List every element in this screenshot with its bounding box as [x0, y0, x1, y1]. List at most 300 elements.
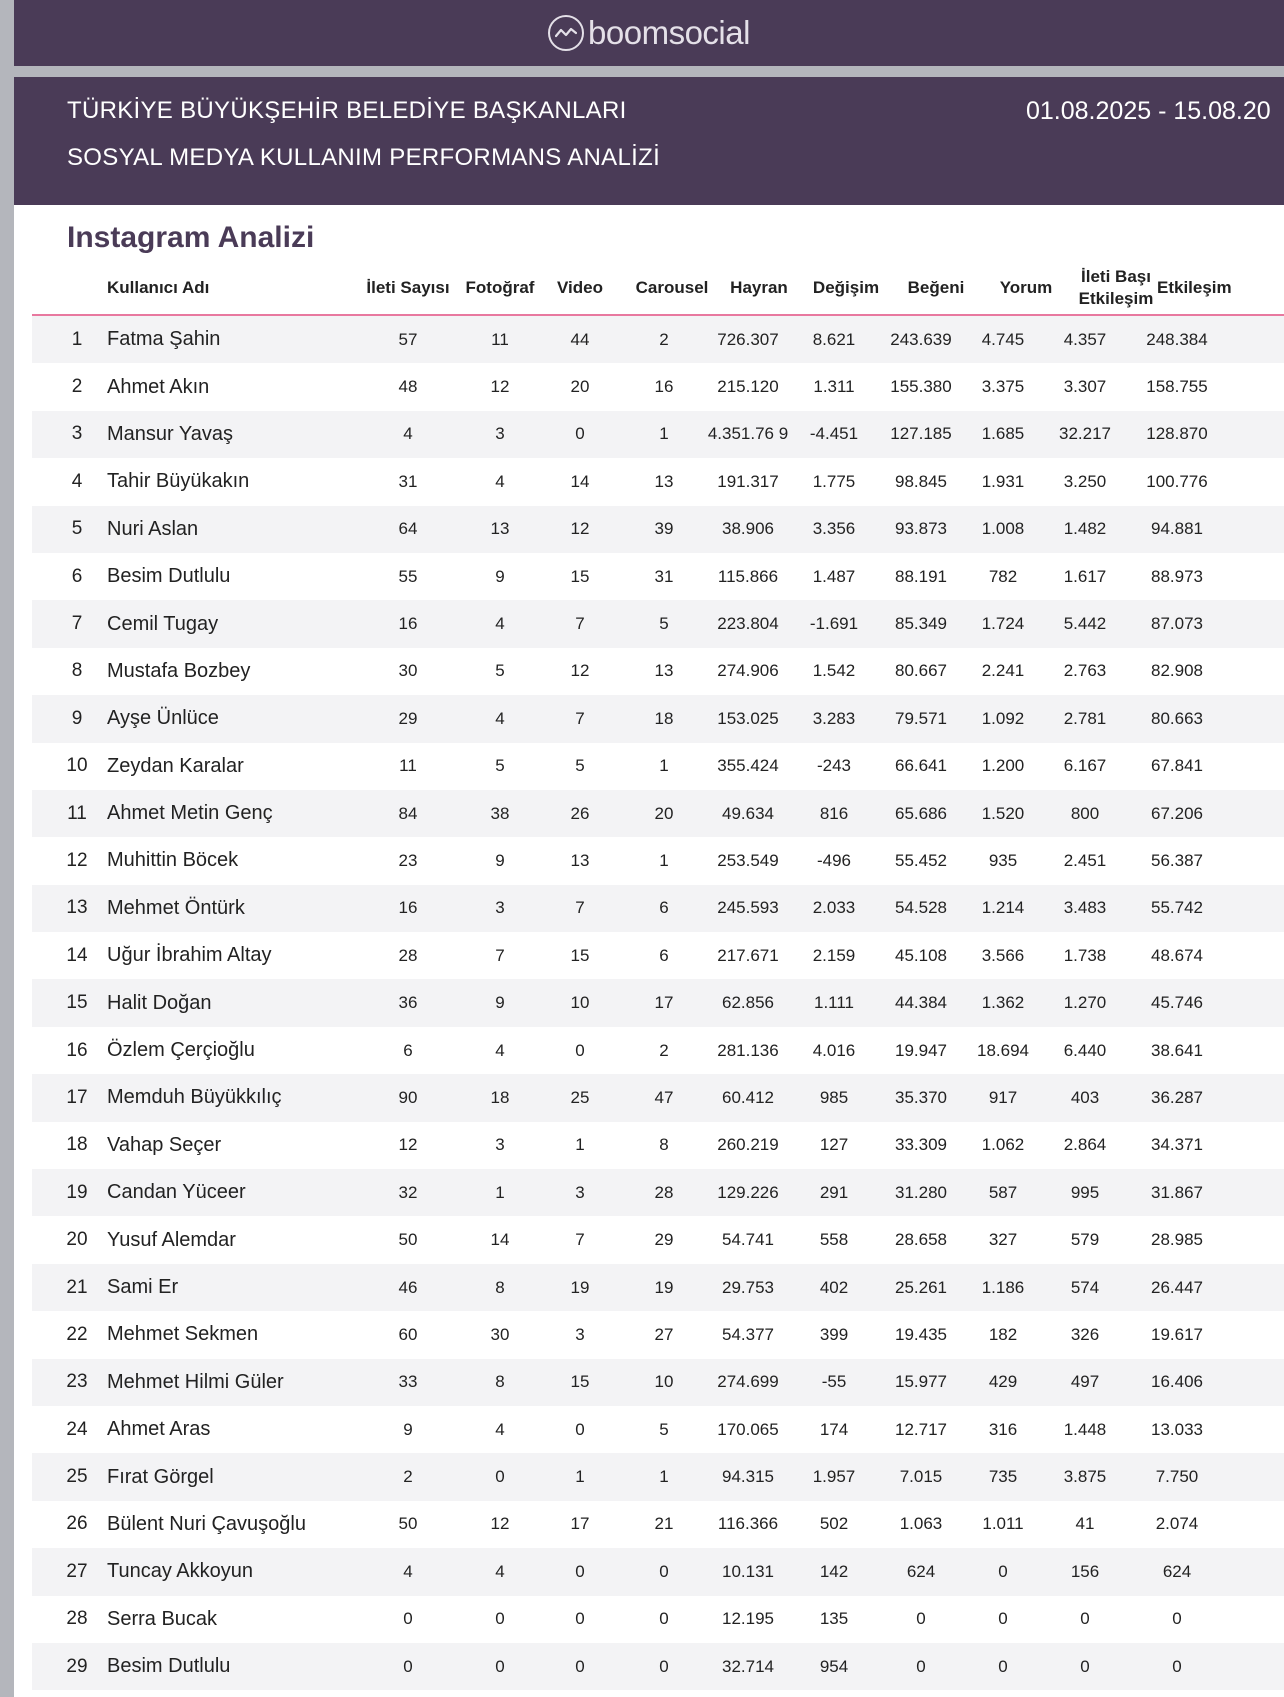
- likes-cell: 12.717: [895, 1419, 947, 1439]
- change-cell: 3.283: [812, 708, 856, 728]
- change-cell: 142: [819, 1561, 849, 1581]
- engagement-cell: 31.867: [1151, 1182, 1203, 1202]
- per-post-engagement-cell: 156: [1070, 1561, 1100, 1581]
- video-cell: 15: [570, 566, 590, 586]
- engagement-cell: 26.447: [1151, 1277, 1203, 1297]
- posts-cell: 48: [398, 377, 418, 397]
- per-post-engagement-cell: 326: [1070, 1324, 1100, 1344]
- col-likes: Beğeni: [907, 278, 965, 297]
- fans-cell: 245.593: [717, 898, 779, 918]
- change-cell: 985: [819, 1087, 849, 1107]
- rank-cell: 6: [71, 565, 83, 587]
- per-post-engagement-cell: 0: [1080, 1609, 1090, 1629]
- change-cell: 816: [819, 803, 849, 823]
- rank-cell: 18: [66, 1134, 88, 1156]
- rank-cell: 20: [66, 1229, 88, 1251]
- fans-cell: 29.753: [722, 1277, 774, 1297]
- report-title-line2: SOSYAL MEDYA KULLANIM PERFORMANS ANALİZİ: [67, 144, 661, 171]
- change-cell: 8.621: [812, 329, 856, 349]
- engagement-cell: 7.750: [1155, 1467, 1199, 1487]
- comments-cell: 1.062: [981, 1135, 1025, 1155]
- rank-cell: 21: [66, 1276, 88, 1298]
- likes-cell: 127.185: [890, 424, 952, 444]
- engagement-cell: 67.841: [1151, 756, 1203, 776]
- engagement-cell: 2.074: [1155, 1514, 1199, 1534]
- user-name-cell: Tuncay Akkoyun: [107, 1560, 254, 1583]
- photo-cell: 5: [495, 756, 505, 776]
- table-row: [32, 743, 1284, 790]
- user-name-cell: Sami Er: [107, 1276, 179, 1298]
- change-cell: 1.487: [812, 566, 856, 586]
- change-cell: 558: [819, 1230, 849, 1250]
- fans-cell: 129.226: [717, 1182, 779, 1202]
- video-cell: 19: [570, 1277, 590, 1297]
- posts-cell: 64: [398, 519, 418, 539]
- col-change: Değişim: [812, 278, 880, 297]
- comments-cell: 1.520: [981, 803, 1025, 823]
- change-cell: 2.033: [812, 898, 856, 918]
- col-comments: Yorum: [999, 278, 1053, 297]
- rank-cell: 17: [66, 1086, 88, 1108]
- engagement-cell: 67.206: [1151, 803, 1203, 823]
- video-cell: 3: [575, 1324, 585, 1344]
- video-cell: 12: [570, 519, 590, 539]
- user-name-cell: Zeydan Karalar: [107, 754, 244, 777]
- likes-cell: 93.873: [895, 519, 947, 539]
- photo-cell: 0: [495, 1656, 505, 1676]
- rank-cell: 13: [66, 897, 88, 919]
- user-name-cell: Mehmet Sekmen: [107, 1323, 259, 1346]
- photo-cell: 4: [495, 708, 505, 728]
- table-row: [32, 1453, 1284, 1500]
- table-row: [32, 1406, 1284, 1453]
- change-cell: 3.356: [812, 519, 856, 539]
- rank-cell: 1: [71, 328, 83, 350]
- report-header: [14, 77, 1284, 205]
- fans-cell: 62.856: [722, 993, 774, 1013]
- rank-cell: 27: [66, 1560, 88, 1582]
- carousel-cell: 8: [659, 1135, 669, 1155]
- table-row: [32, 1027, 1284, 1074]
- comments-cell: 1.092: [981, 708, 1025, 728]
- posts-cell: 4: [403, 1561, 413, 1581]
- table-row: [32, 411, 1284, 458]
- photo-cell: 9: [495, 993, 505, 1013]
- photo-cell: 0: [495, 1609, 505, 1629]
- photo-cell: 8: [495, 1372, 505, 1392]
- posts-cell: 32: [398, 1182, 418, 1202]
- fans-cell: 12.195: [722, 1609, 774, 1629]
- col-photo: Fotoğraf: [465, 278, 535, 297]
- table-row: [32, 695, 1284, 742]
- table-row: [32, 1311, 1284, 1358]
- photo-cell: 30: [490, 1324, 510, 1344]
- video-cell: 25: [570, 1087, 590, 1107]
- rank-cell: 3: [71, 423, 83, 445]
- table-row: [32, 506, 1284, 553]
- user-name-cell: Yusuf Alemdar: [107, 1228, 236, 1251]
- photo-cell: 4: [495, 614, 505, 634]
- per-post-engagement-cell: 1.617: [1063, 566, 1107, 586]
- user-name-cell: Fatma Şahin: [107, 328, 221, 351]
- per-post-engagement-cell: 1.270: [1063, 993, 1107, 1013]
- comments-cell: 2.241: [981, 661, 1025, 681]
- comments-cell: 782: [988, 566, 1018, 586]
- comments-cell: 316: [988, 1419, 1018, 1439]
- likes-cell: 19.435: [895, 1324, 947, 1344]
- col-per-post-line2: Etkileşim: [1078, 289, 1154, 308]
- table-row: [32, 363, 1284, 410]
- logo-text: boomsocial: [588, 14, 750, 51]
- table-row: [32, 553, 1284, 600]
- engagement-cell: 48.674: [1151, 945, 1203, 965]
- likes-cell: 624: [906, 1561, 936, 1581]
- change-cell: 502: [819, 1514, 849, 1534]
- table-row: [32, 1359, 1284, 1406]
- comments-cell: 935: [988, 850, 1018, 870]
- fans-cell: 726.307: [717, 329, 779, 349]
- carousel-cell: 6: [659, 898, 669, 918]
- photo-cell: 4: [495, 1561, 505, 1581]
- per-post-engagement-cell: 800: [1070, 803, 1100, 823]
- posts-cell: 16: [398, 898, 418, 918]
- engagement-cell: 16.406: [1151, 1372, 1203, 1392]
- likes-cell: 55.452: [895, 850, 947, 870]
- likes-cell: 25.261: [895, 1277, 947, 1297]
- rank-cell: 25: [66, 1466, 88, 1488]
- boomsocial-logo: [548, 14, 750, 52]
- engagement-cell: 87.073: [1151, 614, 1203, 634]
- user-name-cell: Memduh Büyükkılıç: [107, 1086, 282, 1109]
- photo-cell: 38: [490, 803, 510, 823]
- video-cell: 14: [570, 471, 590, 491]
- posts-cell: 57: [398, 329, 418, 349]
- video-cell: 26: [570, 803, 590, 823]
- carousel-cell: 47: [654, 1087, 674, 1107]
- posts-cell: 23: [398, 850, 418, 870]
- rank-cell: 11: [67, 802, 87, 824]
- user-name-cell: Besim Dutlulu: [107, 565, 231, 588]
- likes-cell: 155.380: [890, 377, 952, 397]
- col-per-post-line1: İleti Başı: [1081, 267, 1151, 286]
- engagement-cell: 158.755: [1146, 377, 1208, 397]
- video-cell: 0: [575, 1609, 585, 1629]
- per-post-engagement-cell: 2.864: [1063, 1135, 1107, 1155]
- comments-cell: 0: [998, 1656, 1008, 1676]
- comments-cell: 3.566: [981, 945, 1025, 965]
- carousel-cell: 0: [659, 1609, 669, 1629]
- change-cell: 1.775: [812, 471, 856, 491]
- photo-cell: 12: [490, 1514, 510, 1534]
- rank-cell: 8: [71, 660, 83, 682]
- section-title: Instagram Analizi: [67, 221, 315, 254]
- fans-cell: 54.377: [722, 1324, 774, 1344]
- comments-cell: 1.931: [981, 471, 1025, 491]
- comments-cell: 587: [988, 1182, 1018, 1202]
- user-name-cell: Vahap Seçer: [107, 1133, 222, 1156]
- engagement-cell: 88.973: [1151, 566, 1203, 586]
- change-cell: 399: [819, 1324, 849, 1344]
- engagement-cell: 100.776: [1146, 471, 1208, 491]
- video-cell: 17: [570, 1514, 590, 1534]
- comments-cell: 1.200: [981, 756, 1025, 776]
- photo-cell: 12: [490, 377, 510, 397]
- photo-cell: 1: [495, 1182, 505, 1202]
- user-name-cell: Ayşe Ünlüce: [107, 707, 219, 730]
- fans-cell: 191.317: [717, 471, 779, 491]
- engagement-cell: 28.985: [1151, 1230, 1203, 1250]
- posts-cell: 0: [403, 1656, 413, 1676]
- carousel-cell: 2: [659, 1040, 669, 1060]
- fans-cell: 38.906: [722, 519, 774, 539]
- posts-cell: 2: [403, 1467, 413, 1487]
- likes-cell: 79.571: [895, 708, 947, 728]
- change-cell: 1.542: [812, 661, 856, 681]
- carousel-cell: 39: [654, 519, 674, 539]
- likes-cell: 243.639: [890, 329, 952, 349]
- change-cell: 402: [819, 1277, 849, 1297]
- posts-cell: 12: [398, 1135, 418, 1155]
- fans-cell: 115.866: [717, 566, 779, 586]
- comments-cell: 1.724: [981, 614, 1025, 634]
- change-cell: 1.311: [813, 377, 855, 397]
- carousel-cell: 21: [654, 1514, 674, 1534]
- change-cell: 1.957: [812, 1467, 856, 1487]
- change-cell: 174: [819, 1419, 849, 1439]
- user-name-cell: Mehmet Hilmi Güler: [107, 1370, 284, 1393]
- video-cell: 7: [575, 708, 585, 728]
- table-row: [32, 458, 1284, 505]
- video-cell: 0: [575, 1656, 585, 1676]
- photo-cell: 9: [495, 850, 505, 870]
- posts-cell: 16: [398, 614, 418, 634]
- video-cell: 15: [570, 945, 590, 965]
- photo-cell: 5: [495, 661, 505, 681]
- user-name-cell: Cemil Tugay: [107, 612, 219, 635]
- video-cell: 7: [575, 614, 585, 634]
- user-name-cell: Ahmet Akın: [107, 375, 210, 398]
- video-cell: 0: [575, 1561, 585, 1581]
- carousel-cell: 1: [659, 850, 669, 870]
- per-post-engagement-cell: 2.781: [1063, 708, 1107, 728]
- change-cell: 954: [819, 1656, 849, 1676]
- rank-cell: 23: [66, 1371, 88, 1393]
- rank-cell: 28: [66, 1608, 88, 1630]
- table-row: [32, 1169, 1284, 1216]
- rank-cell: 7: [71, 613, 83, 635]
- rank-cell: 16: [66, 1039, 88, 1061]
- user-name-cell: Serra Bucak: [107, 1607, 218, 1630]
- fans-cell: 217.671: [717, 945, 779, 965]
- carousel-cell: 13: [654, 661, 674, 681]
- carousel-cell: 29: [654, 1230, 674, 1250]
- user-name-cell: Mansur Yavaş: [107, 422, 233, 445]
- user-name-cell: Mustafa Bozbey: [107, 659, 251, 682]
- rank-cell: 4: [71, 470, 83, 492]
- user-name-cell: Özlem Çerçioğlu: [107, 1039, 255, 1062]
- video-cell: 12: [570, 661, 590, 681]
- table-header: [32, 262, 1284, 316]
- trend-line-icon: [548, 15, 584, 51]
- col-user: Kullanıcı Adı: [107, 278, 210, 297]
- engagement-cell: 82.908: [1151, 661, 1203, 681]
- likes-cell: 1.063: [899, 1514, 943, 1534]
- change-cell: -1.691: [809, 614, 859, 634]
- likes-cell: 19.947: [895, 1040, 947, 1060]
- comments-cell: 1.362: [981, 993, 1025, 1013]
- col-carousel: Carousel: [635, 278, 709, 297]
- comments-cell: 18.694: [977, 1040, 1029, 1060]
- engagement-cell: 0: [1172, 1656, 1182, 1676]
- carousel-cell: 19: [654, 1277, 674, 1297]
- table-row: [32, 1501, 1284, 1548]
- rank-cell: 12: [66, 849, 88, 871]
- posts-cell: 90: [398, 1087, 418, 1107]
- comments-cell: 1.685: [981, 424, 1025, 444]
- likes-cell: 35.370: [895, 1087, 947, 1107]
- posts-cell: 11: [399, 756, 417, 776]
- change-cell: 135: [819, 1609, 849, 1629]
- report-title-line1: TÜRKİYE BÜYÜKŞEHİR BELEDİYE BAŞKANLARI: [67, 97, 627, 124]
- carousel-cell: 5: [659, 1419, 669, 1439]
- likes-cell: 54.528: [895, 898, 947, 918]
- likes-cell: 85.349: [895, 614, 947, 634]
- per-post-engagement-cell: 995: [1070, 1182, 1100, 1202]
- comments-cell: 1.008: [981, 519, 1025, 539]
- top-brand-bar: [14, 0, 1284, 66]
- user-name-cell: Besim Dutlulu: [107, 1655, 231, 1678]
- video-cell: 0: [575, 424, 585, 444]
- col-posts: İleti Sayısı: [366, 278, 450, 297]
- per-post-engagement-cell: 1.738: [1063, 945, 1107, 965]
- user-name-cell: Muhittin Böcek: [107, 849, 239, 872]
- engagement-cell: 19.617: [1151, 1324, 1203, 1344]
- photo-cell: 14: [490, 1230, 510, 1250]
- fans-cell: 223.804: [717, 614, 779, 634]
- posts-cell: 0: [403, 1609, 413, 1629]
- change-cell: -496: [816, 850, 852, 870]
- per-post-engagement-cell: 579: [1070, 1230, 1100, 1250]
- table-row: [32, 1548, 1284, 1595]
- table-row: [32, 1216, 1284, 1263]
- carousel-cell: 17: [654, 993, 674, 1013]
- rank-cell: 15: [66, 992, 88, 1014]
- posts-cell: 28: [398, 945, 418, 965]
- per-post-engagement-cell: 403: [1070, 1087, 1100, 1107]
- photo-cell: 13: [490, 519, 510, 539]
- posts-cell: 29: [398, 708, 418, 728]
- rank-cell: 10: [66, 755, 88, 777]
- engagement-cell: 128.870: [1146, 424, 1208, 444]
- fans-cell: 54.741: [722, 1230, 774, 1250]
- rank-cell: 5: [71, 518, 83, 540]
- carousel-cell: 20: [654, 803, 674, 823]
- per-post-engagement-cell: 497: [1070, 1372, 1100, 1392]
- comments-cell: 4.745: [981, 329, 1025, 349]
- likes-cell: 98.845: [895, 471, 947, 491]
- carousel-cell: 28: [654, 1182, 674, 1202]
- fans-cell: 94.315: [722, 1467, 774, 1487]
- likes-cell: 80.667: [895, 661, 947, 681]
- fans-cell: 4.351.76 9: [707, 424, 789, 444]
- fans-cell: 215.120: [717, 377, 779, 397]
- photo-cell: 4: [495, 1419, 505, 1439]
- col-engagement: Etkileşim: [1157, 278, 1232, 297]
- comments-cell: 0: [998, 1561, 1008, 1581]
- rank-cell: 2: [71, 376, 83, 398]
- per-post-engagement-cell: 4.357: [1063, 329, 1107, 349]
- fans-cell: 274.699: [717, 1372, 779, 1392]
- photo-cell: 9: [495, 566, 505, 586]
- table-row: [32, 648, 1284, 695]
- comments-cell: 917: [988, 1087, 1018, 1107]
- user-name-cell: Fırat Görgel: [107, 1465, 214, 1488]
- comments-cell: 429: [988, 1372, 1018, 1392]
- posts-cell: 50: [398, 1230, 418, 1250]
- posts-cell: 84: [398, 803, 418, 823]
- posts-cell: 30: [398, 661, 418, 681]
- photo-cell: 4: [495, 1040, 505, 1060]
- change-cell: 4.016: [812, 1040, 856, 1060]
- fans-cell: 10.131: [722, 1561, 774, 1581]
- photo-cell: 8: [495, 1277, 505, 1297]
- comments-cell: 1.186: [981, 1277, 1025, 1297]
- change-cell: -55: [821, 1372, 847, 1392]
- carousel-cell: 5: [659, 614, 669, 634]
- table-row: [32, 600, 1284, 647]
- per-post-engagement-cell: 2.451: [1063, 850, 1107, 870]
- per-post-engagement-cell: 5.442: [1063, 614, 1107, 634]
- video-cell: 7: [575, 898, 585, 918]
- photo-cell: 3: [495, 898, 505, 918]
- fans-cell: 116.366: [717, 1514, 779, 1534]
- user-name-cell: Ahmet Metin Genç: [107, 802, 273, 825]
- video-cell: 20: [570, 377, 590, 397]
- likes-cell: 65.686: [895, 803, 947, 823]
- col-fans: Hayran: [730, 278, 788, 297]
- fans-cell: 281.136: [717, 1040, 779, 1060]
- carousel-cell: 6: [659, 945, 669, 965]
- per-post-engagement-cell: 6.440: [1063, 1040, 1107, 1060]
- video-cell: 5: [575, 756, 585, 776]
- likes-cell: 33.309: [895, 1135, 947, 1155]
- engagement-cell: 13.033: [1151, 1419, 1203, 1439]
- engagement-cell: 624: [1162, 1561, 1192, 1581]
- posts-cell: 6: [403, 1040, 413, 1060]
- per-post-engagement-cell: 32.217: [1059, 424, 1111, 444]
- engagement-cell: 94.881: [1151, 519, 1203, 539]
- user-name-cell: Tahir Büyükakın: [107, 470, 250, 493]
- engagement-cell: 34.371: [1151, 1135, 1203, 1155]
- comments-cell: 3.375: [981, 377, 1025, 397]
- video-cell: 7: [575, 1230, 585, 1250]
- table-row: [32, 1643, 1284, 1690]
- engagement-cell: 55.742: [1151, 898, 1203, 918]
- posts-cell: 33: [398, 1372, 418, 1392]
- per-post-engagement-cell: 3.307: [1063, 377, 1107, 397]
- comments-cell: 0: [998, 1609, 1008, 1629]
- fans-cell: 170.065: [717, 1419, 779, 1439]
- posts-cell: 9: [403, 1419, 413, 1439]
- video-cell: 0: [575, 1419, 585, 1439]
- photo-cell: 3: [495, 424, 505, 444]
- likes-cell: 0: [916, 1609, 926, 1629]
- user-name-cell: Nuri Aslan: [107, 517, 199, 540]
- likes-cell: 45.108: [895, 945, 947, 965]
- date-range: 01.08.2025 - 15.08.20: [1026, 97, 1271, 125]
- table-row: [32, 1074, 1284, 1121]
- comments-cell: 735: [988, 1467, 1018, 1487]
